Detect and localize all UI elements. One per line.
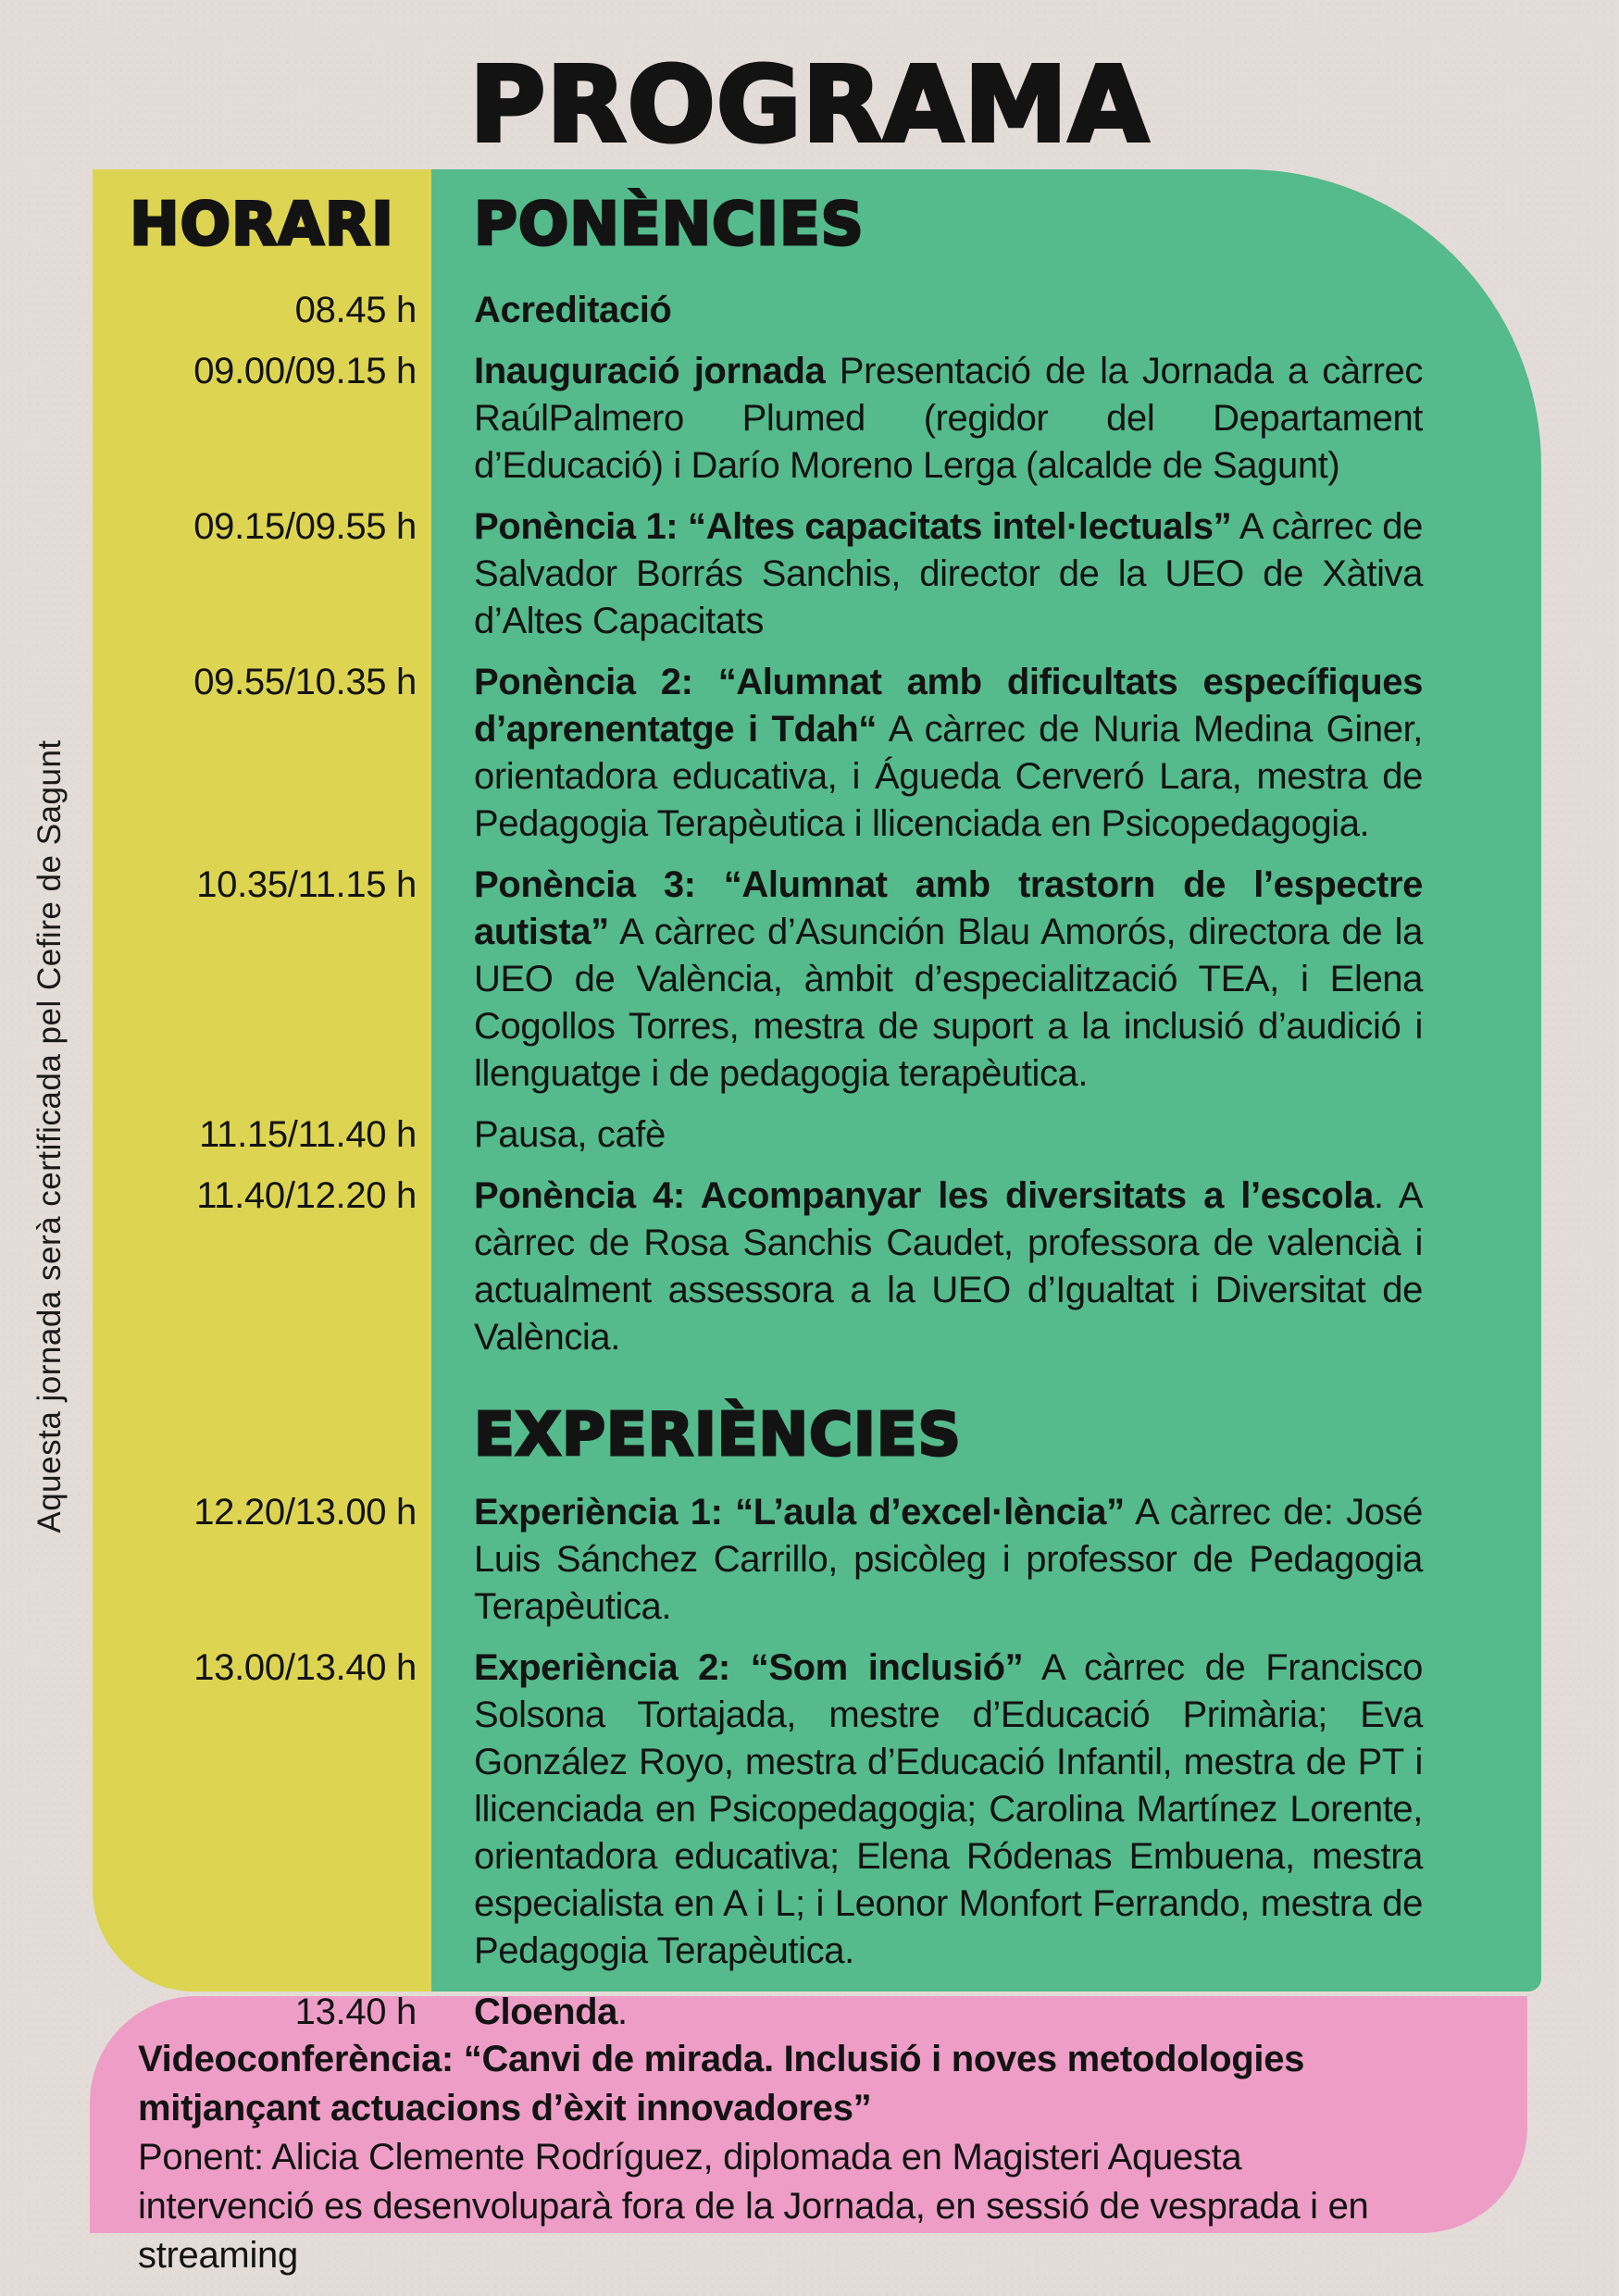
schedule-item-detail: A càrrec de Francisco Solsona Tortajada, mestre d’Educació Primària; Eva González Royo, mestra d’Educació Infantil, mestra de PT i llicenciada en Psicopedagogia; Carolina Martínez Lorente, orientadora educativa; Elena Ródenas Embuena, mestra especialista en A i L; i Leonor Monfort Ferrando, mestra de Pedagogia Terapèutica. xyxy=(474,1646,1423,1971)
schedule-item-title: Ponència 1: “Altes capacitats intel·lectuals” xyxy=(474,505,1232,547)
schedule-item-detail: A càrrec de: José Luis Sánchez Carrillo, psicòleg i professor de Pedagogia Terapèutica. xyxy=(474,1491,1423,1627)
schedule-item-title: Experiència 1: “L’aula d’excel·lència” xyxy=(474,1491,1125,1533)
videoconference-body: Ponent: Alicia Clemente Rodríguez, diplomada en Magisteri Aquesta intervenció es desenvoluparà fora de la Jornada, en sessió de vesprada i en streaming xyxy=(138,2137,1369,2276)
schedule-item-detail: . A càrrec de Rosa Sanchis Caudet, professora de valencià i actualment assessora a la UEO d’Igualtat i Diversitat de València. xyxy=(474,1174,1423,1358)
column-header-horari: HORARI xyxy=(130,191,394,259)
schedule-time: 10.35/11.15 h xyxy=(196,863,417,905)
schedule-time: 12.20/13.00 h xyxy=(193,1491,417,1533)
schedule-time: 13.40 h xyxy=(294,1991,417,2032)
schedule-item-detail: A càrrec de Nuria Medina Giner, orientadora educativa, i Águeda Cerveró Lara, mestra de Pedagogia Terapèutica i llicenciada en Psicopedagogia. xyxy=(474,708,1423,844)
schedule-description xyxy=(431,348,1541,490)
schedule-board xyxy=(93,169,1541,2032)
schedule-item-title: Ponència 4: Acompanyar les diversitats a l’escola xyxy=(474,1174,1374,1216)
schedule-time: 09.15/09.55 h xyxy=(193,505,417,547)
schedule-item-detail: Presentació de la Jornada a càrrec RaúlPalmero Plumed (regidor del Departament d’Educació) i Darío Moreno Lerga (alcalde de Sagunt) xyxy=(474,350,1424,486)
schedule-time: 08.45 h xyxy=(294,289,417,330)
schedule-grid xyxy=(93,169,1541,2036)
schedule-item-title: Experiència 2: “Som inclusió” xyxy=(474,1646,1024,1688)
schedule-item-title: Acreditació xyxy=(474,289,672,330)
schedule-description xyxy=(431,1644,1541,1975)
schedule-item-title: Cloenda xyxy=(474,1991,617,2032)
schedule-item-detail: . xyxy=(617,1991,628,2032)
schedule-time: 11.15/11.40 h xyxy=(199,1113,417,1155)
schedule-description xyxy=(431,287,1541,334)
schedule-description xyxy=(431,503,1541,645)
schedule-time: 09.00/09.15 h xyxy=(193,350,417,391)
schedule-description xyxy=(431,659,1541,848)
schedule-description xyxy=(431,1989,1541,2036)
schedule-description xyxy=(431,1111,1541,1159)
section-header-experiencies: EXPERIÈNCIES xyxy=(474,1400,962,1470)
column-header-ponencies: PONÈNCIES xyxy=(474,191,865,259)
schedule-item-title: Inauguració jornada xyxy=(474,350,826,391)
schedule-time: 11.40/12.20 h xyxy=(196,1174,417,1216)
videoconference-title: Videoconferència: “Canvi de mirada. Inclusió i noves metodologies mitjançant actuacions d’èxit innovadores” xyxy=(138,2039,1305,2128)
schedule-item-detail: A càrrec d’Asunción Blau Amorós, directora de la UEO de València, àmbit d’especialització TEA, i Elena Cogollos Torres, mestra de suport a la inclusió d’audició i llenguatge i de pedagogia terapèutica. xyxy=(474,911,1423,1094)
poster-title: PROGRAMA xyxy=(469,45,1150,166)
schedule-item-detail: Pausa, cafè xyxy=(474,1113,666,1155)
certification-note: Aquesta jornada serà certificada pel Cefire de Sagunt xyxy=(31,739,68,1533)
schedule-item-detail: A càrrec de Salvador Borrás Sanchis, director de la UEO de Xàtiva d’Altes Capacitats xyxy=(474,505,1424,641)
schedule-time: 13.00/13.40 h xyxy=(193,1646,417,1688)
schedule-item-title: Ponència 3: “Alumnat amb trastorn de l’espectre autista” xyxy=(474,863,1423,952)
schedule-time: 09.55/10.35 h xyxy=(193,661,417,702)
schedule-description xyxy=(431,862,1541,1098)
schedule-item-title: Ponència 2: “Alumnat amb dificultats específiques d’aprenentatge i Tdah“ xyxy=(474,661,1423,750)
schedule-description xyxy=(431,1173,1541,1361)
schedule-description xyxy=(431,1489,1541,1631)
